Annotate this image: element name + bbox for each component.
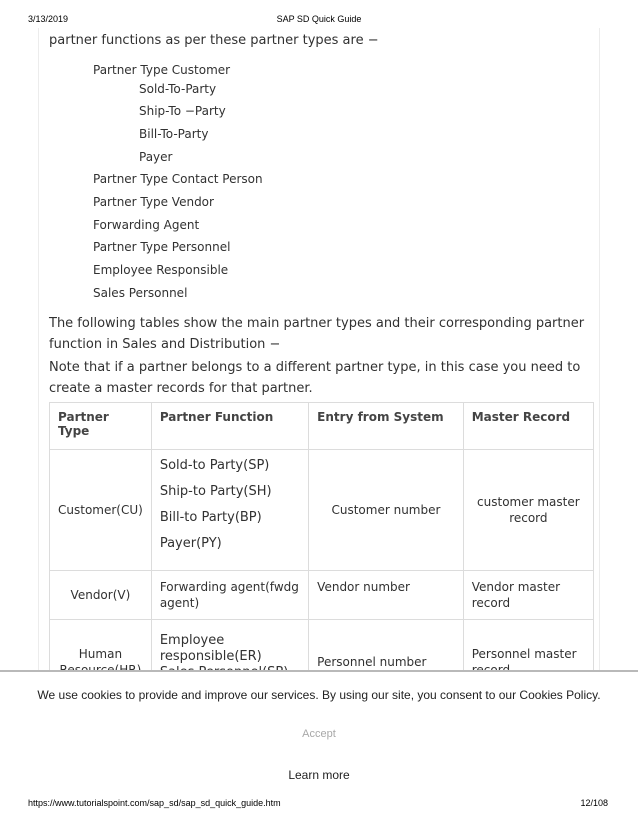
list-item: Employee Responsible <box>93 263 229 277</box>
print-url: https://www.tutorialspoint.com/sap_sd/sap_sd_quick_guide.htm <box>28 798 281 808</box>
learn-more-link[interactable]: Learn more <box>288 768 350 782</box>
print-footer <box>0 798 638 812</box>
article-content <box>38 28 600 670</box>
print-date: 3/13/2019 <box>28 14 69 24</box>
table-row <box>50 571 594 620</box>
entry-cell: Customer number <box>309 450 464 571</box>
partner-function: Sold-to Party(SP) <box>159 458 270 473</box>
table-row <box>50 450 594 571</box>
partner-function: Bill-to Party(BP) <box>159 510 262 525</box>
partner-function-cell: Forwarding agent(fwdg agent) <box>151 571 308 620</box>
accept-cookies-button[interactable]: Accept <box>294 728 344 740</box>
list-item: Partner Type Customer <box>93 63 231 77</box>
header-master-record: Master Record <box>463 403 593 450</box>
list-item: Partner Type Vendor <box>93 195 214 209</box>
list-item: Forwarding Agent <box>93 218 200 232</box>
partner-function: Employee responsible(ER) <box>159 632 262 664</box>
note-paragraph: Note that if a partner belongs to a different partner type, in this case you need to create a master records for that partner. <box>49 360 581 396</box>
partner-function: Ship-to Party(SH) <box>159 484 272 499</box>
master-record-cell: customer master record <box>463 450 593 571</box>
cookie-banner <box>0 670 638 798</box>
partner-type-cell: Human <box>50 620 152 704</box>
partner-function-cell <box>151 450 308 571</box>
page-number: 12/108 <box>580 798 608 808</box>
list-item: Payer <box>139 150 173 164</box>
entry-cell: Personnel number <box>309 620 464 704</box>
table-header-row <box>50 403 594 450</box>
partner-table <box>49 402 594 704</box>
partner-type-cell: Customer(CU) <box>50 450 152 571</box>
master-record-cell: Personnel master <box>463 620 593 704</box>
header-partner-type: Partner Type <box>50 403 152 450</box>
master-record-cell: Vendor master record <box>463 571 593 620</box>
list-item: Sales Personnel <box>93 286 188 300</box>
list-item: Ship-To −Party <box>139 104 226 118</box>
header-entry-from-system: Entry from System <box>309 403 464 450</box>
list-item: Partner Type Personnel <box>93 240 231 254</box>
tables-paragraph: The following tables show the main partner types and their corresponding partner function in Sales and Distribution − <box>49 316 585 352</box>
intro-text: partner functions as per these partner types are − <box>49 33 379 48</box>
partner-function: Payer(PY) <box>159 536 222 551</box>
header-partner-function: Partner Function <box>151 403 308 450</box>
list-item: Sold-To-Party <box>139 82 217 96</box>
partner-type-cell: Vendor(V) <box>50 571 152 620</box>
list-item: Bill-To-Party <box>139 127 209 141</box>
list-item: Partner Type Contact Person <box>93 172 263 186</box>
cookie-message: We use cookies to provide and improve our services. By using our site, you consent to our Cookies Policy. <box>37 688 601 702</box>
entry-cell: Vendor number <box>309 571 464 620</box>
print-header <box>0 14 638 28</box>
print-title: SAP SD Quick Guide <box>276 14 362 24</box>
